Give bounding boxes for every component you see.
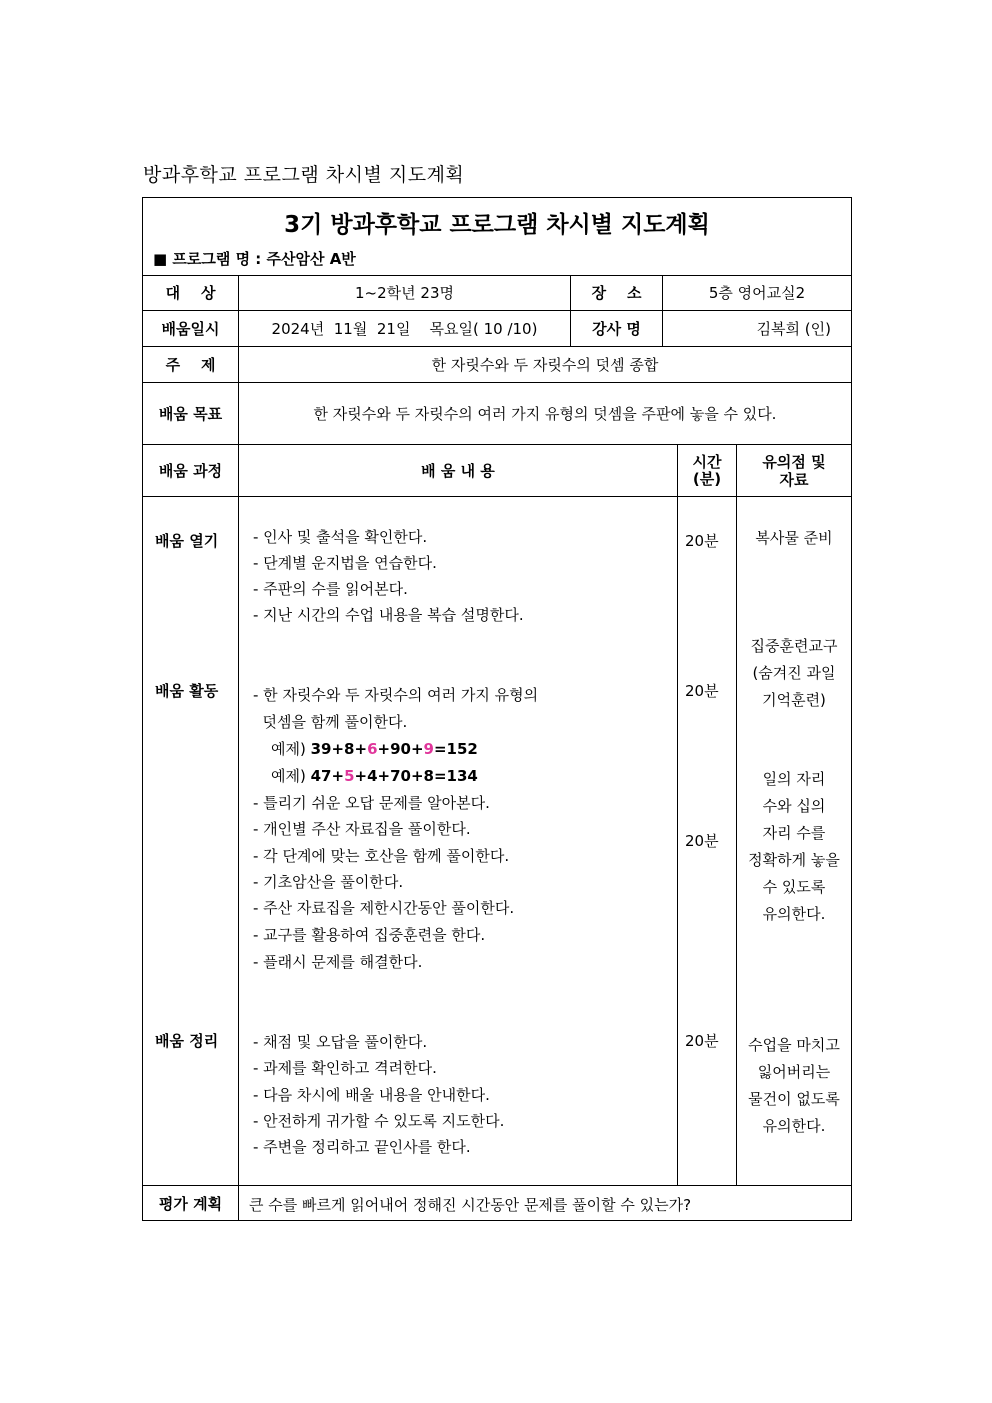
list-item: - 인사 및 출석을 확인한다. <box>253 528 428 546</box>
example-1 <box>271 738 478 759</box>
document-title: 방과후학교 프로그램 차시별 지도계획 <box>143 164 465 186</box>
example-part: 47+ <box>310 767 345 785</box>
list-item: - 개인별 주산 자료집을 풀이한다. <box>253 820 471 838</box>
list-item: - 주판의 수를 읽어본다. <box>253 580 408 598</box>
example-part: =152 <box>433 740 478 758</box>
stage-activity: 배움 활동 <box>155 682 219 700</box>
time-value: 20분 <box>685 1032 719 1050</box>
list-item: - 틀리기 쉬운 오답 문제를 알아본다. <box>253 794 490 812</box>
target-value: 1~2학년 23명 <box>355 284 454 302</box>
list-item: - 주산 자료집을 제한시간동안 풀이한다. <box>253 899 515 917</box>
content-header: 배 움 내 용 <box>421 462 495 480</box>
example-2 <box>271 765 478 786</box>
example-part: +90+ <box>377 740 424 758</box>
lesson-plan-table <box>142 197 852 1221</box>
place-value: 5층 영어교실2 <box>708 284 806 302</box>
evaluation-value: 큰 수를 빠르게 읽어내어 정해진 시간동안 문제를 풀이할 수 있는가? <box>249 1196 692 1214</box>
stage-closing: 배움 정리 <box>155 1032 219 1050</box>
example-part: +4+70+8=134 <box>354 767 478 785</box>
note-text: 복사물 준비 <box>755 529 833 547</box>
list-item: - 각 단계에 맞는 호산을 함께 풀이한다. <box>253 847 510 865</box>
example-part: 39+8+ <box>310 740 368 758</box>
example-prefix: 예제) <box>271 767 311 785</box>
example-highlight: 5 <box>344 767 355 785</box>
goal-label: 배움 목표 <box>158 405 223 423</box>
example-prefix: 예제) <box>271 740 311 758</box>
list-item: - 다음 차시에 배울 내용을 안내한다. <box>253 1086 490 1104</box>
example-highlight: 6 <box>367 740 378 758</box>
list-item: 덧셈을 함께 풀이한다. <box>253 713 408 731</box>
evaluation-label: 평가 계획 <box>158 1194 223 1213</box>
stage-opening: 배움 열기 <box>155 532 219 550</box>
topic-value: 한 자릿수와 두 자릿수의 덧셈 종합 <box>431 356 659 374</box>
note-text: 집중훈련교구 (숨겨진 과일 기억훈련) <box>750 637 838 709</box>
list-item: - 한 자릿수와 두 자릿수의 여러 가지 유형의 <box>253 686 539 704</box>
date-label: 배움일시 <box>161 320 220 338</box>
target-label: 대 상 <box>165 284 216 302</box>
list-item: - 과제를 확인하고 격려한다. <box>253 1059 437 1077</box>
list-item: - 기초암산을 풀이한다. <box>253 873 404 891</box>
date-value: 2024년 11월 21일 목요일( 10 /10) <box>271 320 538 338</box>
place-label: 장 소 <box>591 284 642 302</box>
teacher-value: 김복희 (인) <box>756 320 831 338</box>
teacher-label: 강사 명 <box>592 320 641 338</box>
notes-header: 유의점 및 자료 <box>762 452 826 489</box>
list-item: - 주변을 정리하고 끝인사를 한다. <box>253 1138 471 1156</box>
topic-label: 주 제 <box>165 356 216 374</box>
list-item: - 단계별 운지법을 연습한다. <box>253 554 437 572</box>
list-item: - 안전하게 귀가할 수 있도록 지도한다. <box>253 1112 505 1130</box>
list-item: - 교구를 활용하여 집중훈련을 한다. <box>253 926 486 944</box>
note-text: 일의 자리 수와 십의 자리 수를 정확하게 놓을 수 있도록 유의한다. <box>748 770 840 923</box>
list-item: - 지난 시간의 수업 내용을 복습 설명한다. <box>253 606 524 624</box>
time-value: 20분 <box>685 682 719 700</box>
list-item: - 채점 및 오답을 풀이한다. <box>253 1033 428 1051</box>
example-highlight: 9 <box>423 740 434 758</box>
goal-value: 한 자릿수와 두 자릿수의 여러 가지 유형의 덧셈을 주판에 놓을 수 있다. <box>313 405 777 423</box>
note-text: 수업을 마치고 잃어버리는 물건이 없도록 유의한다. <box>748 1036 840 1135</box>
time-header: 시간 (분) <box>692 452 722 488</box>
main-title: 3기 방과후학교 프로그램 차시별 지도계획 <box>284 212 710 238</box>
time-value: 20분 <box>685 532 719 550</box>
list-item: - 플래시 문제를 해결한다. <box>253 953 423 971</box>
process-header: 배움 과정 <box>158 462 223 480</box>
time-value: 20분 <box>685 832 719 850</box>
program-name: ■ 프로그램 명 : 주산암산 A반 <box>153 250 356 268</box>
